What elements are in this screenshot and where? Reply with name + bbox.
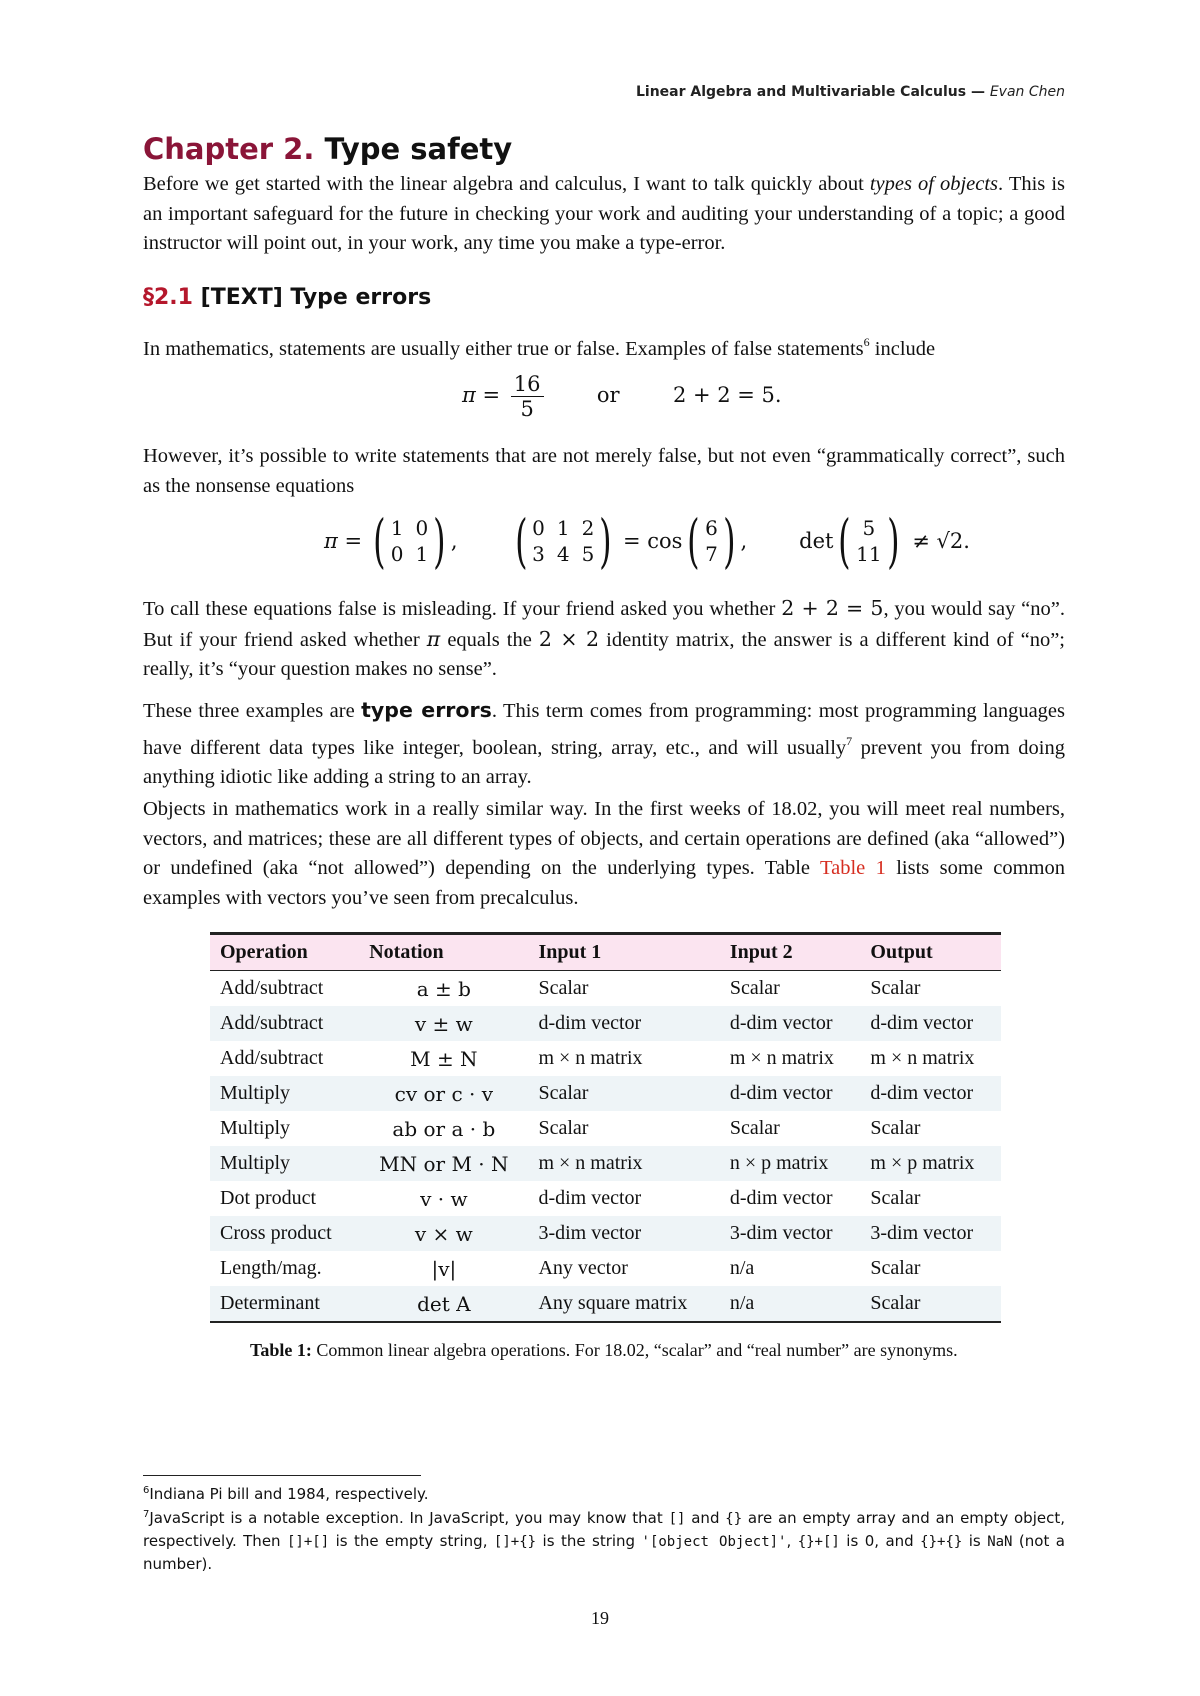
cell-output: Scalar xyxy=(870,1257,921,1279)
cell-input2: m × n matrix xyxy=(729,1047,834,1069)
header-output: Output xyxy=(860,934,1001,971)
footnote-ref-6[interactable]: 6 xyxy=(863,335,870,349)
cell-output: Scalar xyxy=(860,1286,1001,1322)
table-row xyxy=(210,1181,1001,1216)
table-row xyxy=(210,1286,1001,1322)
cell-input2: Scalar xyxy=(729,1117,780,1139)
text: is 0, and xyxy=(839,1532,921,1550)
cell-operation: Dot product xyxy=(220,1187,317,1209)
cell-input1: Any vector xyxy=(538,1257,628,1279)
entry: 4 xyxy=(556,542,570,566)
equation-nonsense xyxy=(324,507,970,575)
entry: 7 xyxy=(705,542,718,566)
separator: — xyxy=(966,84,990,100)
cell-notation: M ± N xyxy=(410,1046,478,1071)
cell-operation: Length/mag. xyxy=(220,1257,322,1279)
header-operation: Operation xyxy=(210,934,359,971)
eq-cos: = cos xyxy=(623,529,683,553)
cell-output: m × p matrix xyxy=(870,1152,975,1174)
chapter-title: Type safety xyxy=(324,132,513,166)
book-title: Linear Algebra and Multivariable Calculus xyxy=(635,84,967,100)
cell-input1: Scalar xyxy=(538,1117,589,1139)
code: []+{} xyxy=(493,1534,537,1550)
inline-math: 2 × 2 xyxy=(538,626,600,651)
footnote-text: Indiana Pi bill and 1984, respectively. xyxy=(149,1485,429,1503)
denominator: 5 xyxy=(520,397,534,421)
entry: 0 xyxy=(390,542,404,566)
text: To call these equations false is misleading. If your friend asked you whether xyxy=(143,598,782,620)
cell-operation: Determinant xyxy=(210,1286,359,1322)
eq-pi: π = xyxy=(324,529,363,553)
section-number: §2.1 xyxy=(143,285,193,310)
text: , you would say “no”. But if your friend asked whether xyxy=(143,598,1065,651)
defined-term: type errors xyxy=(361,698,492,722)
table-header-row xyxy=(210,934,1001,971)
cell-input2: d-dim vector xyxy=(729,1187,833,1209)
section-heading xyxy=(143,285,431,310)
text: However, it’s possible to write statements that are not merely false, but not even “grammatically correct”, such as the nonsense equations xyxy=(143,445,1065,497)
table-row xyxy=(210,1216,1001,1251)
cell-input1: d-dim vector xyxy=(538,1012,642,1034)
code: {}+{} xyxy=(920,1534,963,1550)
text: . This term comes from programming: most programming languages have different data types like integer, boolean, string, array, etc., and will usually xyxy=(143,700,1066,759)
matrix-2x3: ( 0 1 2 3 4 5 ) xyxy=(514,507,612,575)
cell-operation: Multiply xyxy=(220,1117,291,1139)
cell-input2: n × p matrix xyxy=(729,1152,829,1174)
table-caption xyxy=(250,1336,970,1364)
table-row xyxy=(210,1111,1001,1146)
inline-math: 2 + 2 = 5 xyxy=(781,596,884,620)
table-link[interactable]: Table 1 xyxy=(820,857,886,879)
text: , xyxy=(786,1532,798,1550)
text: In mathematics, statements are usually either true or false. Examples of false statements xyxy=(143,338,864,360)
eq-or: or xyxy=(596,383,620,407)
page-number: 19 xyxy=(591,1608,609,1628)
text: include xyxy=(869,338,936,360)
chapter-number: Chapter 2. xyxy=(143,132,315,166)
footnote-mark: 6 xyxy=(143,1485,150,1496)
cell-input1: Scalar xyxy=(538,977,589,999)
eq-lhs: π = xyxy=(462,383,501,407)
comma: , xyxy=(450,529,458,553)
text: Before we get started with the linear algebra and calculus, I want to talk quickly about xyxy=(143,173,870,195)
code: '[object Object]' xyxy=(641,1534,787,1550)
footnote-7 xyxy=(143,1504,1065,1575)
fraction xyxy=(511,372,544,421)
footnote-6 xyxy=(143,1480,1065,1505)
code: {}+[] xyxy=(797,1534,840,1550)
cell-input1: d-dim vector xyxy=(538,1187,642,1209)
cell-notation: v ± w xyxy=(414,1011,473,1036)
header-notation: Notation xyxy=(359,934,528,971)
table-row xyxy=(210,1076,1001,1111)
objects-paragraph xyxy=(143,795,1065,913)
cell-operation: Add/subtract xyxy=(220,1047,324,1069)
table-body xyxy=(210,971,1001,1323)
cell-output: d-dim vector xyxy=(870,1012,974,1034)
numerator: 16 xyxy=(511,372,544,397)
det-operator: det xyxy=(799,529,834,553)
emphasis: types of objects xyxy=(869,173,999,195)
text: These three examples are xyxy=(143,700,362,722)
comma: , xyxy=(740,529,748,553)
inline-math: π xyxy=(426,626,441,651)
cell-input1: 3-dim vector xyxy=(538,1222,642,1244)
operations-table xyxy=(210,932,1001,1323)
cell-notation: v · w xyxy=(420,1186,468,1211)
cell-input1: m × n matrix xyxy=(538,1152,643,1174)
text: is the empty string, xyxy=(329,1532,494,1550)
cell-input1: Any square matrix xyxy=(528,1286,719,1322)
cell-notation: a ± b xyxy=(416,976,471,1001)
cell-notation: v × w xyxy=(414,1221,473,1246)
cell-output: Scalar xyxy=(870,1187,921,1209)
text: is xyxy=(962,1532,988,1550)
entry: 1 xyxy=(556,516,570,540)
code: []+[] xyxy=(287,1534,330,1550)
caption-text: Common linear algebra operations. For 18.02, “scalar” and “real number” are synonyms. xyxy=(311,1340,958,1360)
text: are an empty array and an empty object, respectively. Then xyxy=(143,1509,1065,1550)
footnote-rule xyxy=(143,1475,421,1476)
cell-input1: Scalar xyxy=(538,1082,589,1104)
entry: 11 xyxy=(856,542,882,566)
entry: 5 xyxy=(581,542,595,566)
cell-operation: Multiply xyxy=(220,1152,291,1174)
header-input1: Input 1 xyxy=(528,934,719,971)
text: (not a number). xyxy=(143,1532,1065,1573)
text: lists some common examples with vectors you’ve seen from precalculus. xyxy=(143,857,1065,909)
cell-output: m × n matrix xyxy=(870,1047,975,1069)
vector-det-arg: ( 5 11 ) xyxy=(838,507,900,575)
entry: 0 xyxy=(532,516,545,540)
cell-notation: ab or a · b xyxy=(392,1116,496,1141)
cell-operation: Add/subtract xyxy=(220,1012,324,1034)
cell-output: 3-dim vector xyxy=(870,1222,974,1244)
nonsense-paragraph xyxy=(143,442,1065,501)
entry: 1 xyxy=(390,516,404,540)
misleading-paragraph xyxy=(143,594,1065,685)
cell-operation: Cross product xyxy=(220,1222,332,1244)
caption-label: Table 1: xyxy=(250,1340,312,1360)
cell-output: Scalar xyxy=(870,1117,921,1139)
entry: 5 xyxy=(862,516,876,540)
table-row xyxy=(210,1146,1001,1181)
intro-paragraph xyxy=(143,170,1065,259)
equation-false-statements xyxy=(462,372,782,421)
text: equals the xyxy=(440,628,539,651)
cell-notation: MN or M · N xyxy=(379,1151,509,1176)
code: NaN xyxy=(987,1534,1013,1550)
text: . This is an important safeguard for the future in checking your work and auditing your understanding of a topic; a good instructor will point out, in your work, any time you make a type-error. xyxy=(143,173,1066,254)
type-errors-paragraph xyxy=(143,696,1065,793)
text: is the string xyxy=(536,1532,642,1550)
table-row xyxy=(210,1251,1001,1286)
code: {} xyxy=(725,1511,743,1527)
entry: 0 xyxy=(415,516,429,540)
eq-rhs: 2 + 2 = 5. xyxy=(672,383,782,407)
running-head xyxy=(636,84,1065,100)
cell-output: Scalar xyxy=(870,977,921,999)
text: and xyxy=(685,1509,726,1527)
table-row xyxy=(210,1006,1001,1041)
neq-sqrt: ≠ √2. xyxy=(912,529,970,553)
entry: 3 xyxy=(532,542,545,566)
entry: 2 xyxy=(581,516,595,540)
table-row xyxy=(210,971,1001,1007)
cell-notation: det A xyxy=(359,1286,528,1322)
cell-input2: Scalar xyxy=(729,977,780,999)
header-input2: Input 2 xyxy=(720,934,861,971)
text: JavaScript is a notable exception. In JavaScript, you may know that xyxy=(149,1509,669,1527)
text: prevent you from doing anything idiotic like adding a string to an array. xyxy=(143,736,1065,788)
cell-input1: m × n matrix xyxy=(538,1047,643,1069)
entry: 6 xyxy=(705,516,718,540)
author: Evan Chen xyxy=(989,84,1065,100)
cell-output: d-dim vector xyxy=(870,1082,974,1104)
cell-input2: d-dim vector xyxy=(729,1082,833,1104)
cell-operation: Add/subtract xyxy=(220,977,324,999)
cell-operation: Multiply xyxy=(220,1082,291,1104)
matrix-identity: ( 1 0 0 1 ) xyxy=(373,507,446,575)
footnote-mark: 7 xyxy=(143,1509,150,1520)
code: [] xyxy=(668,1511,686,1527)
text: Objects in mathematics work in a really similar way. In the first weeks of 18.02, you will meet real numbers, vectors, and matrices; these are all different types of objects, and certain operations are defined (aka “allowed”) or undefined (aka “not allowed”) depending on the underlying types. Table xyxy=(143,798,1065,879)
text: identity matrix, the answer is a different kind of “no”; really, it’s “your question makes no sense”. xyxy=(143,628,1066,680)
cell-notation: |v| xyxy=(431,1256,457,1281)
cell-input2: n/a xyxy=(729,1257,755,1279)
cell-input2: d-dim vector xyxy=(729,1012,833,1034)
footnote-ref-7[interactable]: 7 xyxy=(846,733,853,748)
vector-cos-arg: ( 6 7 ) xyxy=(687,507,736,575)
cell-notation: cv or c · v xyxy=(394,1081,494,1106)
cell-input2: n/a xyxy=(720,1286,861,1322)
table-row xyxy=(210,1041,1001,1076)
false-statements-paragraph xyxy=(143,328,1065,365)
chapter-heading xyxy=(143,132,512,166)
entry: 1 xyxy=(415,542,429,566)
section-title: [TEXT] Type errors xyxy=(200,285,432,310)
cell-input2: 3-dim vector xyxy=(729,1222,833,1244)
